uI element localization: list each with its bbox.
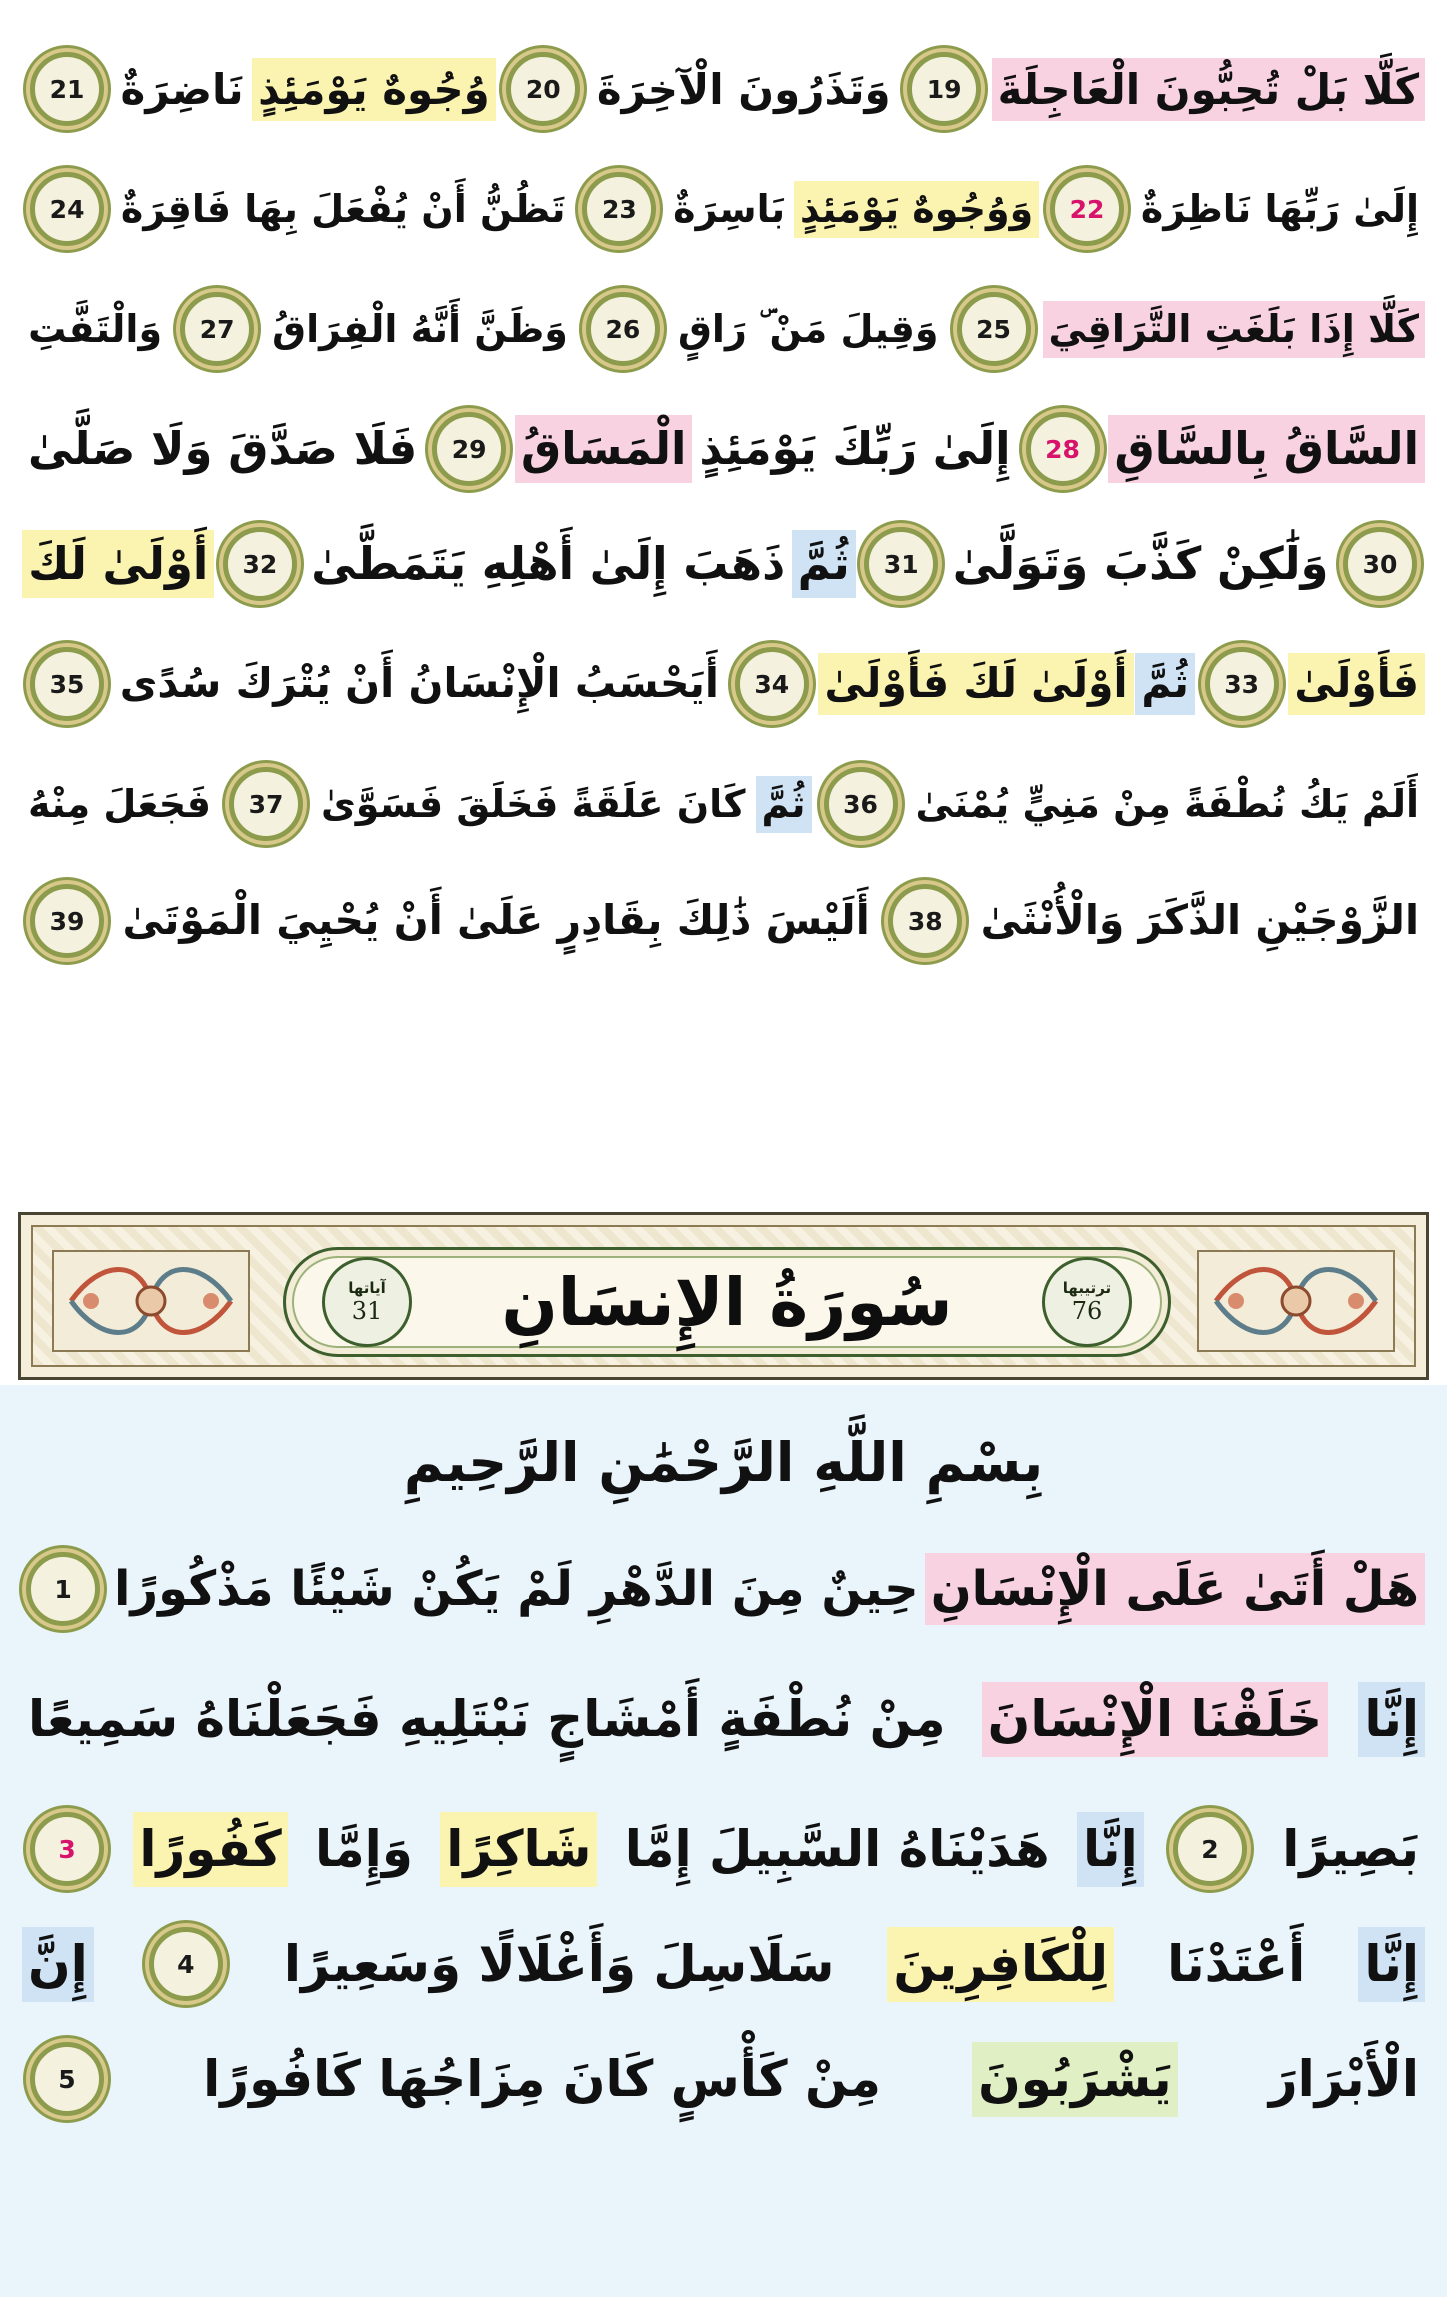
verse-count-number: 31 bbox=[351, 1297, 383, 1325]
ayah-number-marker: 5 bbox=[30, 2042, 104, 2116]
verse-text-segment: تَظُنُّ أَنْ يُفْعَلَ بِهَا فَاقِرَةٌ bbox=[120, 186, 566, 231]
verse-text-segment: إِلَىٰ رَبِّهَا نَاظِرَةٌ bbox=[1140, 186, 1419, 231]
ayah-number-marker: 32 bbox=[223, 527, 297, 601]
verse-text-segment: أَوْلَىٰ لَكَ bbox=[22, 530, 214, 598]
verse-text-segment: نَاضِرَةٌ bbox=[120, 64, 244, 114]
verse-text-segment: وَلَٰكِنْ كَذَّبَ وَتَوَلَّىٰ bbox=[952, 537, 1329, 591]
surah-title-cartouche bbox=[283, 1247, 1171, 1357]
verse-text-segment: إِنَّ bbox=[22, 1927, 94, 2002]
top-line-1 bbox=[22, 30, 1425, 148]
top-line-3 bbox=[22, 270, 1425, 388]
ayah-number-marker: 34 bbox=[735, 647, 809, 721]
ayah-number-marker: 23 bbox=[582, 172, 656, 246]
verse-text-segment: وَالْتَفَّتِ bbox=[28, 306, 163, 351]
verse-text-segment: أَلَمْ يَكُ نُطْفَةً مِنْ مَنِيٍّ يُمْنَىٰ bbox=[915, 781, 1419, 826]
verse-text-segment: فَأَوْلَىٰ bbox=[1288, 653, 1425, 715]
ayah-number-marker: 2 bbox=[1173, 1812, 1247, 1886]
verse-text-segment: بَاسِرَةٌ bbox=[673, 186, 786, 231]
bottom-line-2 bbox=[22, 1660, 1425, 1778]
surah-order-number: 76 bbox=[1071, 1297, 1103, 1325]
verse-text-segment: لِلْكَافِرِينَ bbox=[887, 1927, 1114, 2002]
verse-text-segment: السَّاقُ بِالسَّاقِ bbox=[1108, 415, 1425, 483]
ayah-number-marker: 30 bbox=[1343, 527, 1417, 601]
verse-text-segment: ثُمَّ bbox=[792, 530, 856, 598]
surah-order-label: ترتيبها bbox=[1062, 1279, 1112, 1297]
verse-text-segment: الزَّوْجَيْنِ الذَّكَرَ وَالْأُنْثَىٰ bbox=[980, 896, 1419, 945]
verse-count-label: آياتها bbox=[348, 1279, 386, 1297]
ayah-number-marker: 27 bbox=[180, 292, 254, 366]
verse-text-segment: حِينٌ مِنَ الدَّهْرِ لَمْ يَكُنْ شَيْئًا مَذْكُورًا bbox=[114, 1561, 919, 1617]
verse-text-segment: إِنَّا bbox=[1358, 1927, 1425, 2002]
verse-text-segment: إِنَّا bbox=[1077, 1812, 1144, 1887]
verse-text-segment: أَيَحْسَبُ الْإِنْسَانُ أَنْ يُتْرَكَ سُدًى bbox=[119, 659, 719, 708]
verse-count-medallion bbox=[322, 1257, 412, 1347]
banner-frame bbox=[31, 1225, 1416, 1367]
verse-text-segment: كَفُورًا bbox=[133, 1812, 287, 1887]
top-line-8 bbox=[22, 862, 1425, 980]
verse-text-segment: مِنْ كَأْسٍ كَانَ مِزَاجُهَا كَافُورًا bbox=[203, 2049, 881, 2108]
verse-text-segment: أَلَيْسَ ذَٰلِكَ بِقَادِرٍ عَلَىٰ أَنْ يُحْيِيَ الْمَوْتَىٰ bbox=[122, 896, 870, 945]
top-line-6 bbox=[22, 625, 1425, 743]
verse-text-segment: فَلَا صَدَّقَ وَلَا صَلَّىٰ bbox=[28, 422, 418, 476]
ayah-number-marker: 31 bbox=[864, 527, 938, 601]
verse-text-segment: الْمَسَاقُ bbox=[515, 415, 692, 483]
verse-text-segment: ثُمَّ bbox=[1135, 653, 1195, 715]
ayah-number-marker: 3 bbox=[30, 1812, 104, 1886]
ayah-number-marker: 28 bbox=[1026, 412, 1100, 486]
verse-text-segment: وَظَنَّ أَنَّهُ الْفِرَاقُ bbox=[272, 306, 568, 351]
bottom-line-5 bbox=[22, 2020, 1425, 2138]
surah-order-medallion bbox=[1042, 1257, 1132, 1347]
ayah-number-marker: 29 bbox=[432, 412, 506, 486]
ayah-number-marker: 26 bbox=[586, 292, 660, 366]
surah-title: سُورَةُ الإِنسَانِ bbox=[501, 1263, 953, 1341]
verse-text-segment: وَوُجُوهٌ يَوْمَئِذٍ bbox=[794, 181, 1039, 238]
verse-text-segment: أَوْلَىٰ لَكَ فَأَوْلَىٰ bbox=[818, 653, 1133, 715]
verse-text-segment: إِنَّا bbox=[1358, 1682, 1425, 1757]
verse-text-segment: وَقِيلَ مَنْ ۜ رَاقٍ bbox=[677, 306, 939, 351]
floral-ornament-icon bbox=[1196, 1249, 1396, 1353]
ayah-number-marker: 22 bbox=[1050, 172, 1124, 246]
verse-text-segment: هَدَيْنَاهُ السَّبِيلَ إِمَّا bbox=[624, 1819, 1050, 1878]
ayah-number-marker: 39 bbox=[30, 884, 104, 958]
ayah-number-marker: 24 bbox=[30, 172, 104, 246]
verse-text-segment: مِنْ نُطْفَةٍ أَمْشَاجٍ نَبْتَلِيهِ فَجَعَلْنَاهُ سَمِيعًا bbox=[28, 1689, 946, 1748]
verse-text-segment: خَلَقْنَا الْإِنْسَانَ bbox=[982, 1682, 1329, 1757]
bottom-line-3 bbox=[22, 1790, 1425, 1908]
verse-text-segment: هَلْ أَتَىٰ عَلَى الْإِنْسَانِ bbox=[925, 1553, 1425, 1625]
ayah-number-marker: 20 bbox=[506, 52, 580, 126]
bottom-line-4 bbox=[22, 1905, 1425, 2023]
top-line-4 bbox=[22, 390, 1425, 508]
verse-text-segment: كَانَ عَلَقَةً فَخَلَقَ فَسَوَّىٰ bbox=[320, 781, 746, 826]
top-line-2 bbox=[22, 150, 1425, 268]
verse-text-segment: سَلَاسِلَ وَأَغْلَالًا وَسَعِيرًا bbox=[283, 1934, 835, 1993]
ayah-number-marker: 38 bbox=[888, 884, 962, 958]
surah-header-banner bbox=[18, 1212, 1429, 1380]
verse-text-segment: شَاكِرًا bbox=[440, 1812, 597, 1887]
verse-text-segment: كَلَّا بَلْ تُحِبُّونَ الْعَاجِلَةَ bbox=[992, 58, 1425, 121]
ayah-number-marker: 1 bbox=[26, 1552, 100, 1626]
top-line-5 bbox=[22, 505, 1425, 623]
top-line-7 bbox=[22, 745, 1425, 863]
ayah-number-marker: 25 bbox=[957, 292, 1031, 366]
verse-text-segment: إِلَىٰ رَبِّكَ يَوْمَئِذٍ bbox=[699, 422, 1011, 476]
ayah-number-marker: 4 bbox=[149, 1927, 223, 2001]
verse-text-segment: ثُمَّ bbox=[756, 776, 812, 833]
ayah-number-marker: 33 bbox=[1205, 647, 1279, 721]
ayah-number-marker: 21 bbox=[30, 52, 104, 126]
verse-text-segment: بَصِيرًا bbox=[1282, 1819, 1419, 1878]
verse-text-segment: الْأَبْرَارَ bbox=[1268, 2049, 1419, 2108]
ayah-number-marker: 37 bbox=[229, 767, 303, 841]
bottom-line-1 bbox=[22, 1530, 1425, 1648]
verse-text-segment: كَلَّا إِذَا بَلَغَتِ التَّرَاقِيَ bbox=[1043, 301, 1425, 358]
ayah-number-marker: 19 bbox=[907, 52, 981, 126]
verse-text-segment: ذَهَبَ إِلَىٰ أَهْلِهِ يَتَمَطَّىٰ bbox=[311, 537, 786, 591]
verse-text-segment: يَشْرَبُونَ bbox=[972, 2042, 1178, 2117]
basmala: بِسْمِ اللَّهِ الرَّحْمَٰنِ الرَّحِيمِ bbox=[403, 1431, 1044, 1494]
ayah-number-marker: 36 bbox=[824, 767, 898, 841]
verse-text-segment: أَعْتَدْنَا bbox=[1167, 1934, 1306, 1993]
floral-ornament-icon bbox=[51, 1249, 251, 1353]
verse-text-segment: فَجَعَلَ مِنْهُ bbox=[28, 781, 211, 826]
verse-text-segment: وُجُوهٌ يَوْمَئِذٍ bbox=[252, 58, 496, 121]
verse-text-segment: وَإِمَّا bbox=[314, 1819, 413, 1878]
verse-text-segment: وَتَذَرُونَ الْآخِرَةَ bbox=[596, 64, 891, 114]
ayah-number-marker: 35 bbox=[30, 647, 104, 721]
